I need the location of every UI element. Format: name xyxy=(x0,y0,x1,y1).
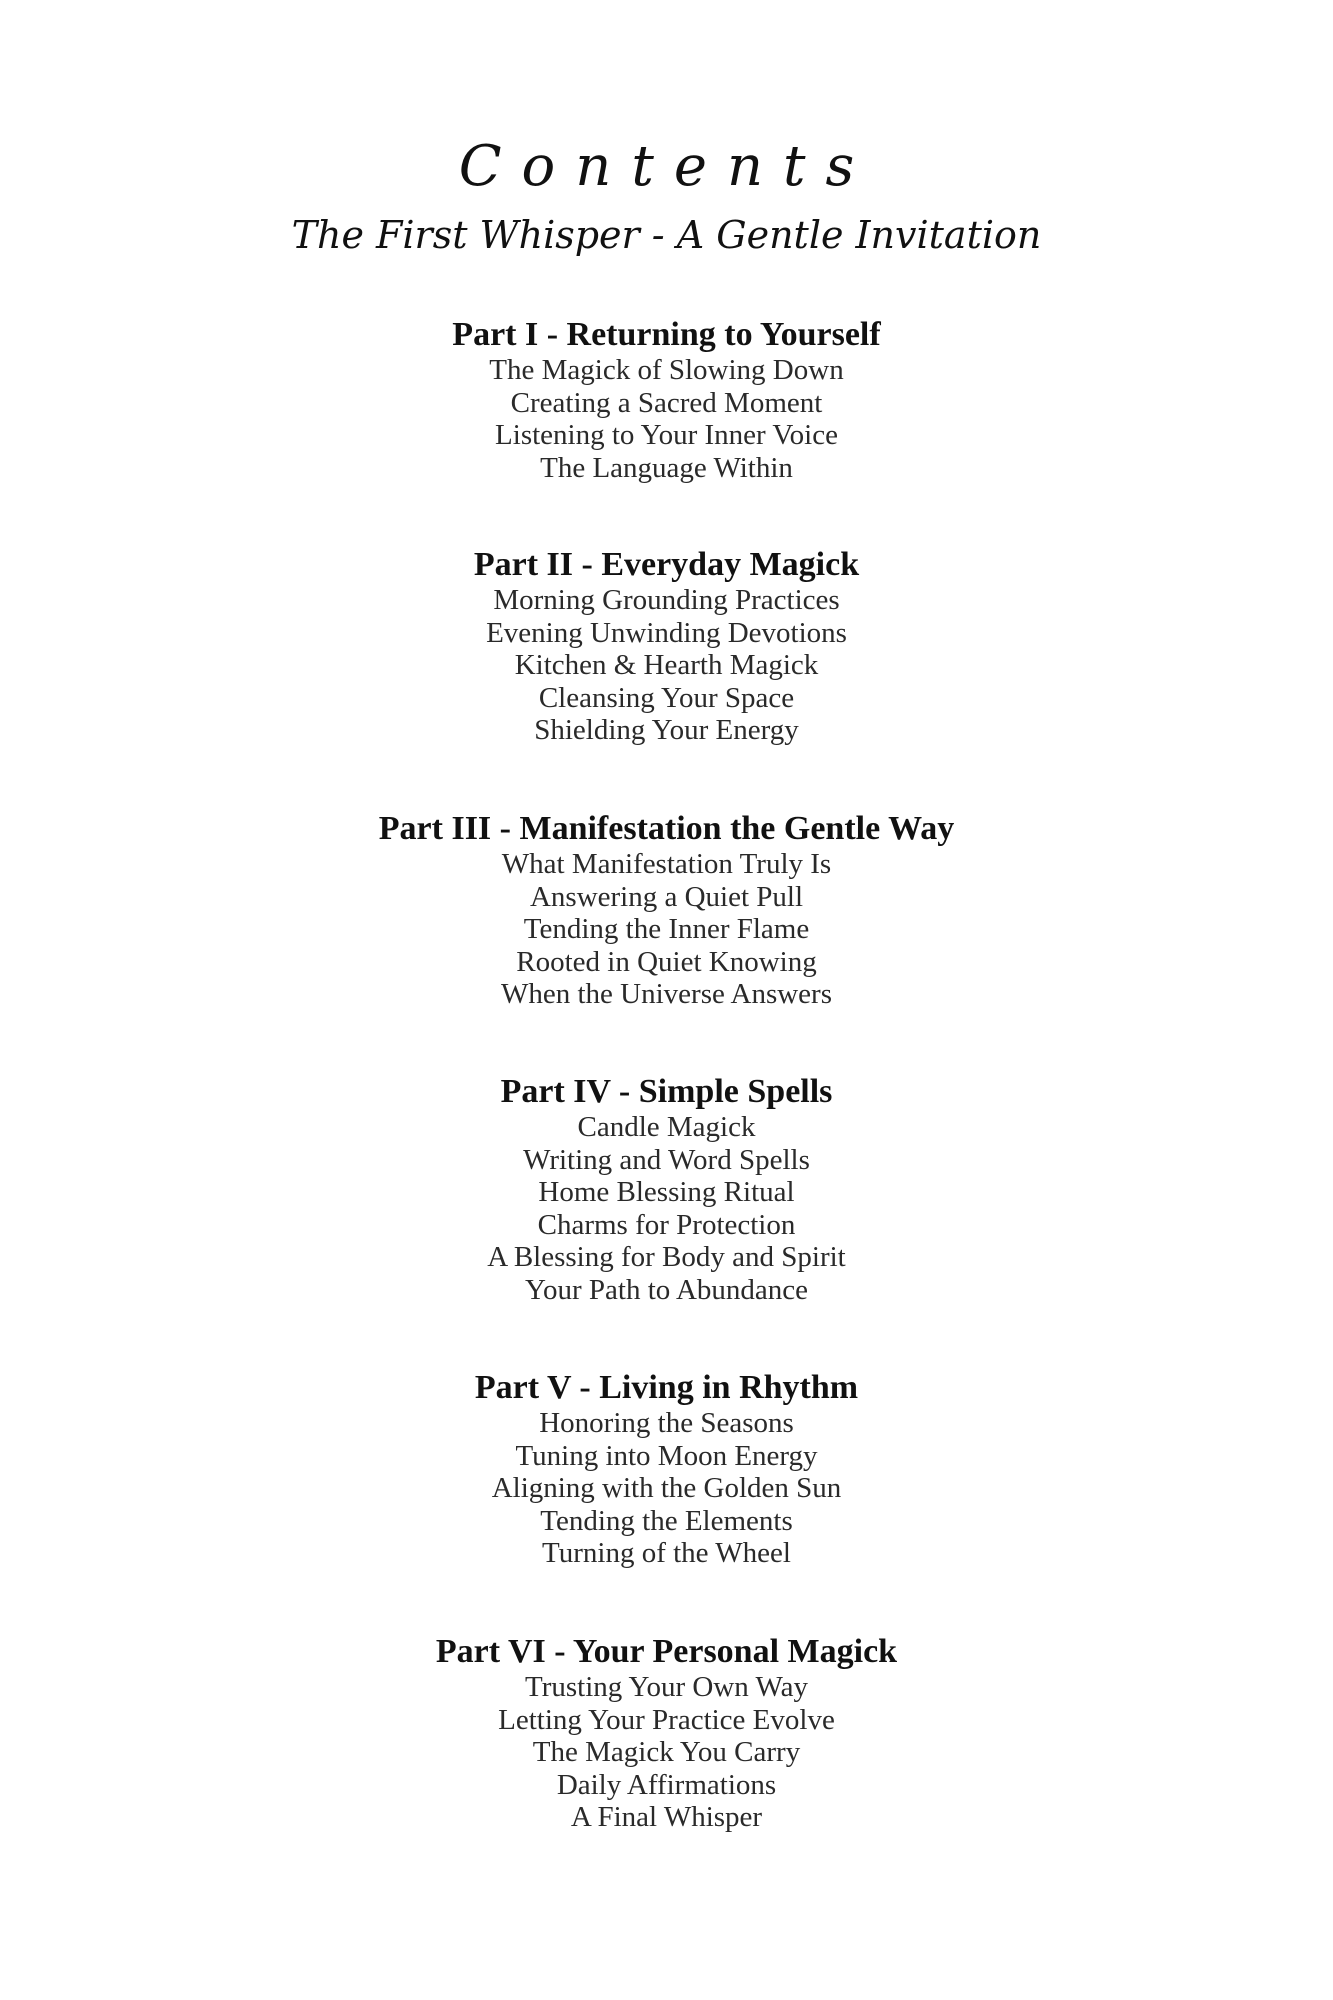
part-heading: Part V - Living in Rhythm xyxy=(474,1369,859,1406)
chapter-item: Evening Unwinding Devotions xyxy=(486,616,847,649)
chapter-item: What Manifestation Truly Is xyxy=(501,848,832,880)
chapter-item: A Final Whisper xyxy=(570,1801,763,1833)
chapter-item: Turning of the Wheel xyxy=(542,1537,791,1569)
chapter-item: Shielding Your Energy xyxy=(534,714,799,746)
chapter-item: The Language Within xyxy=(540,451,793,484)
part-section xyxy=(0,1633,1333,1834)
chapter-item: Answering a Quiet Pull xyxy=(529,880,804,913)
part-section xyxy=(0,1073,1333,1306)
chapter-item: Daily Affirmations xyxy=(556,1768,777,1801)
part-heading: Part VI - Your Personal Magick xyxy=(435,1633,898,1670)
chapter-item: Tending the Inner Flame xyxy=(523,913,810,945)
part-section xyxy=(0,316,1333,484)
chapter-item: Charms for Protection xyxy=(537,1208,796,1241)
chapter-item: Trusting Your Own Way xyxy=(525,1671,808,1703)
chapter-item: Tuning into Moon Energy xyxy=(515,1439,818,1472)
chapter-item: A Blessing for Body and Spirit xyxy=(487,1241,846,1273)
chapter-item: Kitchen & Hearth Magick xyxy=(514,649,819,681)
chapter-item: Morning Grounding Practices xyxy=(493,584,840,616)
chapter-item: Cleansing Your Space xyxy=(538,681,795,714)
part-section xyxy=(0,810,1333,1011)
chapter-item: Creating a Sacred Moment xyxy=(510,386,823,419)
chapter-item: Your Path to Abundance xyxy=(524,1273,809,1306)
page-title: Contents xyxy=(458,134,875,199)
chapter-item: Listening to Your Inner Voice xyxy=(495,419,838,451)
part-heading: Part III - Manifestation the Gentle Way xyxy=(378,810,955,847)
chapter-item: Aligning with the Golden Sun xyxy=(491,1472,842,1504)
chapter-item: Candle Magick xyxy=(577,1111,756,1143)
chapter-item: Tending the Elements xyxy=(540,1504,793,1537)
chapter-item: Writing and Word Spells xyxy=(523,1143,810,1176)
page-subtitle: The First Whisper - A Gentle Invitation xyxy=(291,213,1042,257)
part-section xyxy=(0,1369,1333,1570)
chapter-item: When the Universe Answers xyxy=(501,978,832,1010)
part-heading: Part II - Everyday Magick xyxy=(473,546,860,583)
part-heading: Part I - Returning to Yourself xyxy=(452,316,881,353)
part-section xyxy=(0,546,1333,747)
chapter-item: The Magick You Carry xyxy=(532,1736,801,1768)
chapter-item: Letting Your Practice Evolve xyxy=(498,1703,835,1736)
part-heading: Part IV - Simple Spells xyxy=(500,1073,833,1110)
chapter-item: Rooted in Quiet Knowing xyxy=(516,945,817,978)
chapter-item: Home Blessing Ritual xyxy=(538,1176,795,1208)
chapter-item: Honoring the Seasons xyxy=(539,1407,794,1439)
chapter-item: The Magick of Slowing Down xyxy=(489,354,844,386)
